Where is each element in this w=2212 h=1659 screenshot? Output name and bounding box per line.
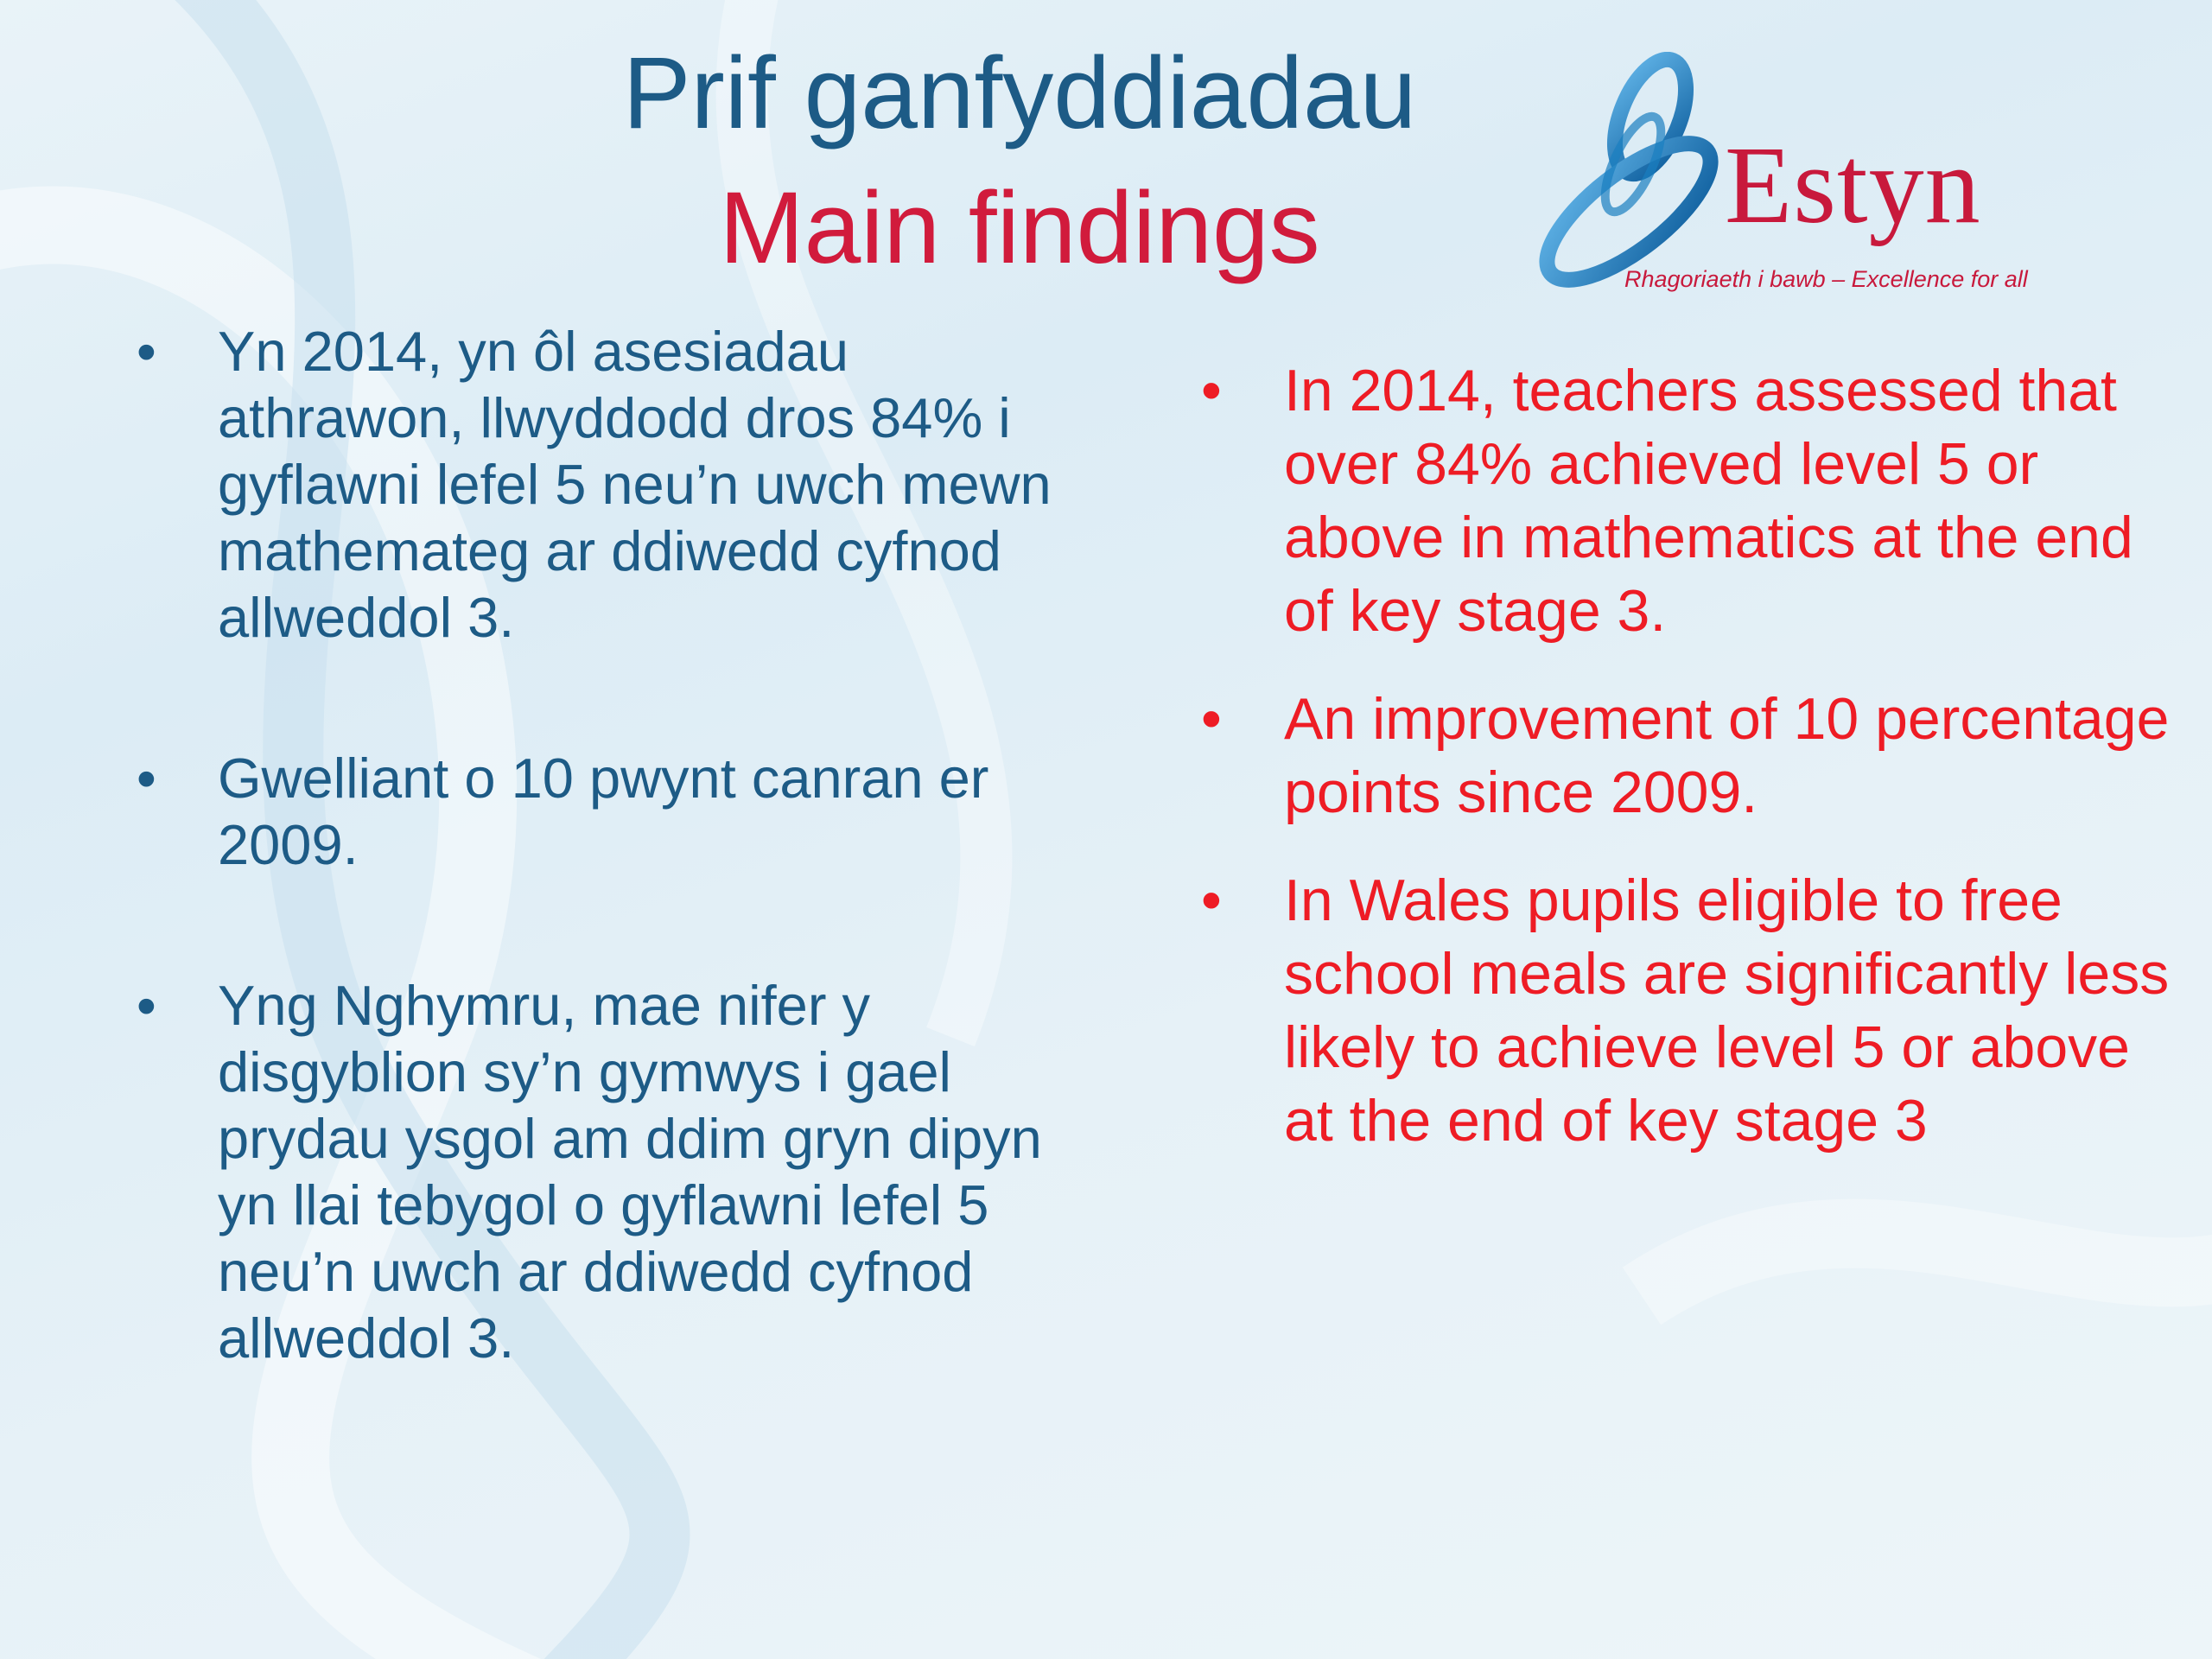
bullet: • bbox=[137, 747, 156, 810]
bullet: • bbox=[1201, 868, 1222, 933]
finding-text: In Wales pupils eligible to free school meals are significantly less likely to achieve level 5 or above at the end of key stage 3 bbox=[1284, 868, 2170, 1154]
list-item bbox=[1192, 354, 2195, 648]
estyn-knot-icon bbox=[1521, 52, 1745, 302]
logo-wordmark: Estyn bbox=[1725, 124, 1981, 246]
welsh-findings-list bbox=[128, 318, 1104, 1371]
bullet: • bbox=[137, 320, 156, 383]
bullet: • bbox=[137, 974, 156, 1037]
list-item bbox=[128, 972, 1104, 1371]
list-item bbox=[1192, 864, 2195, 1158]
english-findings-list bbox=[1192, 354, 2195, 1158]
finding-text: In 2014, teachers assessed that over 84% achieved level 5 or above in mathematics at the end of key stage 3. bbox=[1284, 358, 2133, 644]
list-item bbox=[128, 318, 1104, 651]
title-welsh: Prif ganfyddiadau bbox=[622, 36, 1417, 150]
list-item bbox=[128, 745, 1104, 878]
finding-text: Gwelliant o 10 pwynt canran er 2009. bbox=[218, 747, 989, 876]
finding-text: Yn 2014, yn ôl asesiadau athrawon, llwyddodd dros 84% i gyflawni lefel 5 neu’n uwch mewn mathemateg ar ddiwedd cyfnod allweddol 3. bbox=[218, 320, 1052, 649]
finding-text: Yng Nghymru, mae nifer y disgyblion sy’n gymwys i gael prydau ysgol am ddim gryn dipyn yn llai tebygol o gyflawni lefel 5 neu’n uwch ar ddiwedd cyfnod allweddol 3. bbox=[218, 974, 1042, 1370]
slide-title bbox=[484, 26, 1555, 296]
finding-text: An improvement of 10 percentage points since 2009. bbox=[1284, 686, 2170, 825]
estyn-logo bbox=[1521, 52, 2074, 302]
bullet: • bbox=[1201, 358, 1222, 423]
list-item bbox=[1192, 683, 2195, 830]
bullet: • bbox=[1201, 686, 1222, 752]
title-english: Main findings bbox=[719, 171, 1320, 285]
logo-tagline: Rhagoriaeth i bawb – Excellence for all bbox=[1624, 266, 2028, 292]
